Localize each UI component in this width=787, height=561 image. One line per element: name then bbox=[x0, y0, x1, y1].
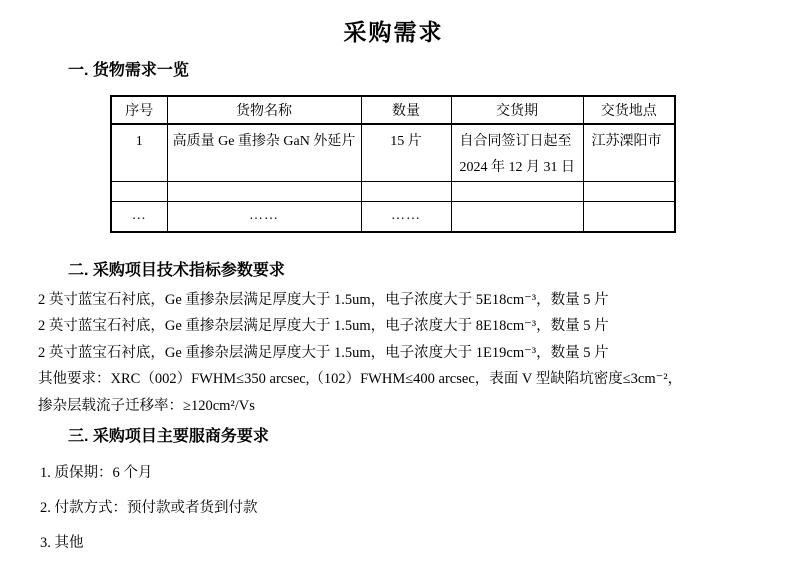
business-item-payment: 2. 付款方式：预付款或者货到付款 bbox=[40, 500, 258, 516]
seq-cell bbox=[111, 182, 167, 202]
header-delivery-place: 交货地点 bbox=[583, 96, 675, 124]
tech-spec-line: 掺杂层载流子迁移率：≥120cm²/Vs bbox=[38, 397, 255, 414]
header-quantity: 数量 bbox=[361, 96, 451, 124]
quantity-cell bbox=[361, 182, 451, 202]
business-item-other: 3. 其他 bbox=[40, 535, 84, 551]
tech-spec-line: 2 英寸蓝宝石衬底，Ge 重掺杂层满足厚度大于 1.5um，电子浓度大于 5E18cm⁻³，数量 5 片 bbox=[38, 291, 609, 308]
tech-spec-line: 2 英寸蓝宝石衬底，Ge 重掺杂层满足厚度大于 1.5um，电子浓度大于 1E19cm⁻³，数量 5 片 bbox=[38, 344, 609, 361]
header-seq: 序号 bbox=[111, 96, 167, 124]
page-title: 采购需求 bbox=[343, 19, 444, 45]
business-item-warranty: 1. 质保期：6 个月 bbox=[40, 465, 153, 481]
delivery-place-cell bbox=[583, 202, 675, 232]
tech-spec-block bbox=[38, 287, 787, 420]
header-delivery-date: 交货期 bbox=[451, 96, 583, 124]
delivery-place-cell bbox=[583, 182, 675, 202]
table-row bbox=[111, 202, 675, 232]
business-terms-block bbox=[40, 456, 787, 561]
section-three-heading: 三. 采购项目主要服商务要求 bbox=[68, 428, 269, 445]
tech-spec-line: 其他要求：XRC（002）FWHM≤350 arcsec,（102）FWHM≤400 arcsec，表面 V 型缺陷坑密度≤3cm⁻²， bbox=[38, 371, 683, 387]
seq-cell: 1 bbox=[111, 124, 167, 182]
delivery-place-cell: 江苏溧阳市 bbox=[583, 124, 675, 182]
goods-name-cell: …… bbox=[167, 202, 361, 232]
table-header-row bbox=[111, 96, 675, 124]
section-one-heading: 一. 货物需求一览 bbox=[68, 62, 189, 79]
table-row bbox=[111, 124, 675, 182]
table-row bbox=[111, 182, 675, 202]
goods-name-cell: 高质量 Ge 重掺杂 GaN 外延片 bbox=[167, 124, 361, 182]
seq-cell: … bbox=[111, 202, 167, 232]
goods-name-cell bbox=[167, 182, 361, 202]
goods-table bbox=[110, 95, 676, 233]
tech-spec-line: 2 英寸蓝宝石衬底，Ge 重掺杂层满足厚度大于 1.5um，电子浓度大于 8E18cm⁻³，数量 5 片 bbox=[38, 318, 609, 334]
delivery-date-cell bbox=[451, 182, 583, 202]
header-goods-name: 货物名称 bbox=[167, 96, 361, 124]
delivery-date-cell: 自合同签订日起至 2024 年 12 月 31 日 bbox=[451, 124, 583, 182]
delivery-date-cell bbox=[451, 202, 583, 232]
quantity-cell: …… bbox=[361, 202, 451, 232]
quantity-cell: 15 片 bbox=[361, 124, 451, 182]
section-two-heading: 二. 采购项目技术指标参数要求 bbox=[68, 261, 285, 279]
